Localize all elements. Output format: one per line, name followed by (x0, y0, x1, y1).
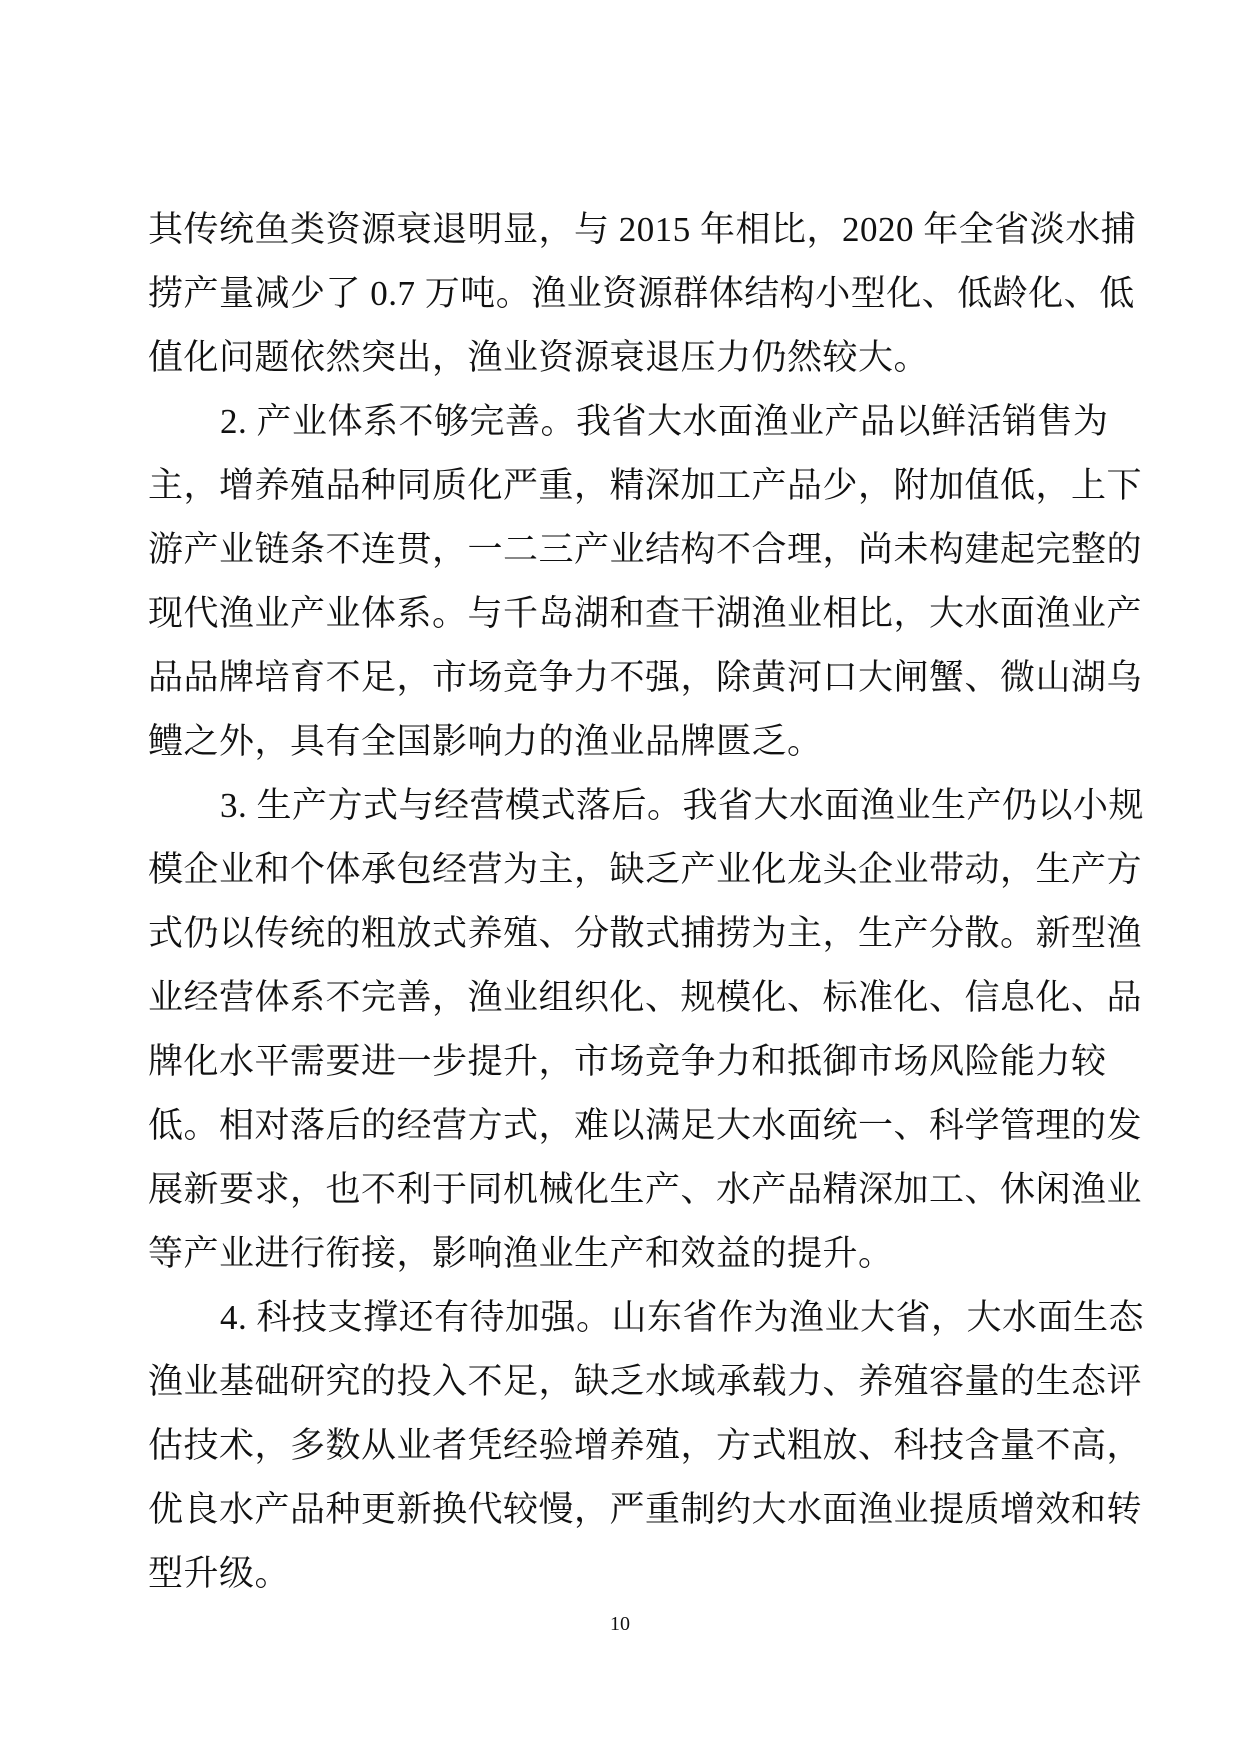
text-line: 式仍以传统的粗放式养殖、分散式捕捞为主，生产分散。新型渔 (148, 914, 1143, 953)
text-line: 型升级。 (148, 1554, 291, 1593)
text-line: 优良水产品种更新换代较慢，严重制约大水面渔业提质增效和转 (148, 1490, 1143, 1529)
document-text (148, 198, 1145, 1606)
text-line: 值化问题依然突出，渔业资源衰退压力仍然较大。 (148, 338, 930, 377)
text-line: 牌化水平需要进一步提升，市场竞争力和抵御市场风险能力较 (148, 1042, 1107, 1081)
text-line: 其传统鱼类资源衰退明显，与 2015 年相比，2020 年全省淡水捕 (148, 210, 1137, 249)
text-line: 品品牌培育不足，市场竞争力不强，除黄河口大闸蟹、微山湖乌 (148, 658, 1143, 697)
text-line: 展新要求，也不利于同机械化生产、水产品精深加工、休闲渔业 (148, 1170, 1143, 1209)
text-line: 等产业进行衔接，影响渔业生产和效益的提升。 (148, 1234, 894, 1273)
text-line: 估技术，多数从业者凭经验增养殖，方式粗放、科技含量不高， (148, 1426, 1143, 1465)
page-number: 10 (610, 1613, 630, 1635)
text-line: 游产业链条不连贯，一二三产业结构不合理，尚未构建起完整的 (148, 530, 1143, 569)
text-line: 捞产量减少了 0.7 万吨。渔业资源群体结构小型化、低龄化、低 (148, 274, 1135, 313)
text-line: 低。相对落后的经营方式，难以满足大水面统一、科学管理的发 (148, 1106, 1143, 1145)
text-line: 业经营体系不完善，渔业组织化、规模化、标准化、信息化、品 (148, 978, 1143, 1017)
text-line: 主，增养殖品种同质化严重，精深加工产品少，附加值低，上下 (148, 466, 1143, 505)
text-line: 渔业基础研究的投入不足，缺乏水域承载力、养殖容量的生态评 (148, 1362, 1143, 1401)
text-line: 模企业和个体承包经营为主，缺乏产业化龙头企业带动，生产方 (148, 850, 1143, 889)
text-line: 鳢之外，具有全国影响力的渔业品牌匮乏。 (148, 722, 823, 761)
text-line-item-2: 2. 产业体系不够完善。我省大水面渔业产品以鲜活销售为 (220, 402, 1109, 441)
text-line-item-4: 4. 科技支撑还有待加强。山东省作为渔业大省，大水面生态 (220, 1298, 1145, 1337)
text-line: 现代渔业产业体系。与千岛湖和查干湖渔业相比，大水面渔业产 (148, 594, 1143, 633)
text-line-item-3: 3. 生产方式与经营模式落后。我省大水面渔业生产仍以小规 (220, 786, 1145, 825)
